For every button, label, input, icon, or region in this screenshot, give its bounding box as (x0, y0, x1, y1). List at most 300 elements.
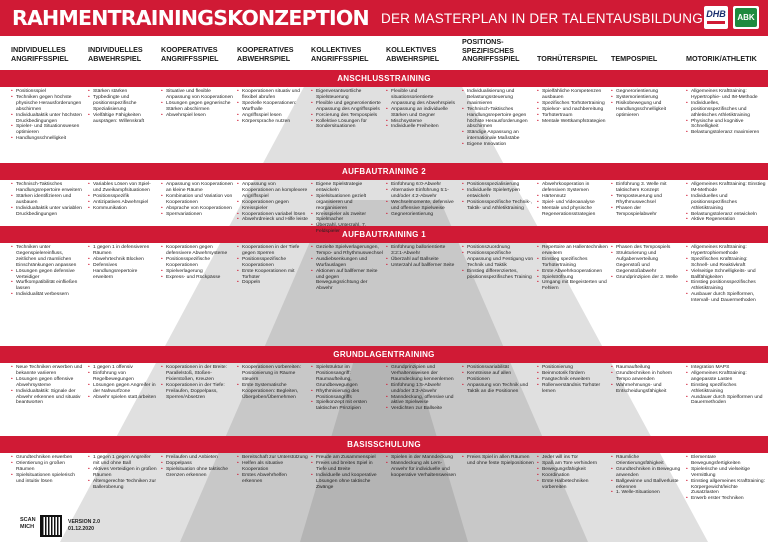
cell-aufbautraining-1-col-1 (11, 245, 83, 298)
bullet-item: • Systemorientierung (611, 95, 683, 101)
bullet-item: • Manndeckung, offensive und aktive Spielweise (386, 395, 458, 407)
cell-grundlagentraining-col-8 (537, 365, 608, 395)
bullet-item: • Lösungen gegen defensive Verteidiger (11, 269, 83, 281)
bullet-list (537, 365, 608, 395)
cell-aufbautraining-2-col-8 (537, 182, 608, 217)
cell-aufbautraining-2-col-3 (161, 182, 233, 217)
bullet-item: • Spielsituationen spielerisch und intuitiv lösen (11, 473, 83, 485)
bullet-list (11, 89, 83, 142)
bullet-list (311, 89, 383, 130)
cell-aufbautraining-1-col-2 (88, 245, 158, 280)
bullet-item: • Defensives Handlungsrepertoire erweitern (88, 263, 158, 281)
bullet-item: • Positionsspezifische Technik-, Taktik- und Athletiktraining (462, 200, 534, 212)
bullet-item: • Forcierung des Tempospiels (311, 113, 383, 119)
bullet-list (386, 245, 458, 269)
cell-basisschulung-col-9 (611, 455, 683, 496)
bullet-item: • Kollektive Lösungen für Sondersituationen (311, 119, 383, 131)
bullet-list (462, 245, 534, 280)
bullet-item: • Spaß am Tore verhindern (537, 461, 608, 467)
bullet-item: • Fangtechnik erweitern (537, 377, 608, 383)
bullet-item: • Neue Techniken erwerben und bekannte variieren (11, 365, 83, 377)
bullet-item: • 1 gegen 1 in defensiveren Räumen (88, 245, 158, 257)
bullet-item: • Individualtaktik unter höchsten Druckbedingungen (11, 113, 83, 125)
bullet-item: • Vielfältige Fähigkeiten ausprägen: Willenskraft (88, 113, 158, 125)
bullet-list (386, 455, 458, 479)
bullet-list (88, 245, 158, 280)
bullet-item: • Kooperationen variabel lösen (237, 212, 308, 218)
bullet-list (462, 455, 534, 467)
bullet-item: • Lösungen gegen Angreifer in der Nahwurfzone (88, 383, 158, 395)
bullet-list (11, 455, 83, 485)
bullet-item: • Gegnerorientierung (386, 212, 458, 218)
bullet-item: • Spieler- und Situationswesen optimieren (11, 124, 83, 136)
bullet-item: • Torhütertraum (537, 113, 608, 119)
bullet-list (237, 182, 308, 223)
bullet-item: • Handlungsschnelligkeit (11, 136, 83, 142)
bullet-item: • Grundtechniken erwerben (11, 455, 83, 461)
bullet-item: • 1. Welle-Situationen (611, 490, 683, 496)
bullet-item: • Mentale und physische Regenerationsstrategien (537, 206, 608, 218)
bullet-item: • Mischsysteme (386, 119, 458, 125)
bullet-list (462, 89, 534, 148)
cell-grundlagentraining-col-10 (686, 365, 766, 406)
cell-aufbautraining-1-col-4 (237, 245, 308, 286)
bullet-item: • Techniken gegen höchste physische Herausforderungen abschirmen (11, 95, 83, 113)
bullet-item: • Freilaufen und Anbieten (161, 455, 233, 461)
bullet-list (386, 182, 458, 217)
bullet-item: • Kooperationen gegen defensivere Abwehrsysteme (161, 245, 233, 257)
band-anschlusstraining (0, 70, 768, 87)
bullet-item: • Umgang mit Begeisterten und Fehlern (537, 280, 608, 292)
scan-label: SCAN MICH (20, 517, 36, 530)
column-header-7: POSITIONS- SPEZIFISCHES ANGRIFFSSPIEL (462, 37, 520, 63)
title-bar (0, 0, 768, 36)
bullet-item: • Altersgerechte Techniken zur Balleroberung (88, 479, 158, 491)
bullet-item: • Einführung 1:5-Abwehr und/oder 3:3-Abwehr (386, 383, 458, 395)
page-title: RAHMENTRAININGSKONZEPTION (12, 6, 369, 30)
column-header-2: INDIVIDUELLES ABWEHRSPIEL (88, 45, 143, 63)
bullet-item: • Erste Halbetechniken vorbereiten (537, 479, 608, 491)
band-label: AUFBAUTRAINING 2 (342, 167, 426, 176)
bullet-item: • Angriffsspiel lesen (237, 113, 308, 119)
bullet-item: • Stärken stärken (88, 89, 158, 95)
bullet-list (611, 182, 683, 217)
bullet-item: • Kooperationen in der Breite: Parallelstoß, Stoßen-Fixierstoßen, Kreuzen (161, 365, 233, 383)
bullet-item: • Gezielte Spielverlagerungen, Tempo- und Rhythmuswechsel (311, 245, 383, 257)
bullet-item: • Allgemeines Krafttraining: angepasste Lasten (686, 371, 766, 383)
bullet-item: • Grundtechniken in hohem Tempo anwenden (611, 371, 683, 383)
bullet-item: • Flexible und situationsorientierte Anpassung des Abwehrspiels (386, 89, 458, 107)
bullet-item: • Freies und breites Spiel in Tiefe und Breite (311, 461, 383, 473)
cell-grundlagentraining-col-9 (611, 365, 683, 395)
bullet-item: • Express- und Rückpässe (161, 275, 233, 281)
bullet-list (161, 455, 233, 479)
bullet-item: • Technisch-Taktisches Handlungsrepertoire gegen höchste Herausforderungen abschirmen (462, 107, 534, 131)
bullet-item: • Einstieg spezifisches Torhütertraining (537, 257, 608, 269)
bullet-item: • Abwehrtechnik Blocken (88, 257, 158, 263)
bullet-list (537, 455, 608, 490)
cell-aufbautraining-2-col-5 (311, 182, 383, 235)
cell-grundlagentraining-col-4 (237, 365, 308, 400)
cell-anschlusstraining-col-10 (686, 89, 766, 136)
bullet-item: • Belastungstoleranz entwickeln (686, 212, 766, 218)
bullet-list (686, 455, 766, 502)
bullet-list (88, 365, 158, 400)
bullet-item: • Positionsspezialisierung (462, 182, 534, 188)
bullet-item: • Spiel- und Videoanalyse (537, 200, 608, 206)
bullet-item: • Rollenverständnis Torhüter lernen (537, 383, 608, 395)
bullet-item: • Ausdiebsenkungen und Wurfauslagen (311, 257, 383, 269)
bullet-item: • Kombination und Variation von Kooperationen (161, 194, 233, 206)
bullet-item: • Situative und flexible Anpassung von Kooperationen (161, 89, 233, 101)
bullet-item: • Absprache von Kooperationen (161, 206, 233, 212)
bullet-item: • Sperrvariationen (161, 212, 233, 218)
bullet-item: • Spezifisches Torhütertraining (537, 101, 608, 107)
bullet-item: • Erwerb erster Techniken (686, 496, 766, 502)
bullet-item: • Eigene Innovation (462, 142, 534, 148)
bullet-item: • Elementare Bewegungsfertigkeiten (686, 455, 766, 467)
bullet-item: • Individuelles, positionsspezifisches und athletisches Athletiktraining (686, 101, 766, 119)
bullet-item: • Risikobewegung und Handlungsschnelligkeit optimieren (611, 101, 683, 119)
bullet-list (311, 245, 383, 292)
bullet-item: • Grundtechniken in Bewegung anwenden (611, 467, 683, 479)
bullet-item: • Aktionen auf ballferner Seite und gegen Bewegungsrichtung der Abwehr (311, 269, 383, 293)
bullet-list (161, 365, 233, 400)
bullet-list (537, 89, 608, 124)
bullet-item: • Spielerische und vielseitige Vermittlung (686, 467, 766, 479)
bullet-item: • Abwehrkooperation in defensiven Systemen (537, 182, 608, 194)
bullet-item: • Freude am Zusammenspiel (311, 455, 383, 461)
bullet-item: • Spielströfnung (537, 275, 608, 281)
bullet-item: • Ausbauer durch Spielformen, Intervall- und Dauermethoden (686, 292, 766, 304)
cell-aufbautraining-2-col-1 (11, 182, 83, 217)
bullet-item: • Positionsspezifik (88, 194, 158, 200)
bullet-item: • Bereitschaft zur Unterstützung (237, 455, 308, 461)
bullet-list (161, 245, 233, 280)
bullet-item: • Spielsituationen gezielt organisieren und reorganisieren (311, 194, 383, 212)
band-aufbautraining-2 (0, 163, 768, 180)
bullet-item: • Einstieg differenziertes, positionsspezifisches Training (462, 269, 534, 281)
bullet-item: • Integration MAPS (686, 365, 766, 371)
bullet-list (237, 365, 308, 400)
bullet-list (611, 365, 683, 395)
bullet-item: • Koordination (537, 473, 608, 479)
cell-grundlagentraining-col-7 (462, 365, 534, 395)
bullet-item: • Phasen des Tempospiels (611, 245, 683, 251)
version-label: VERSION 2.0 (68, 519, 101, 525)
cell-anschlusstraining-col-6 (386, 89, 458, 130)
bullet-item: • Orientierung in großen Räumen (11, 461, 83, 473)
column-header-5: KOLLEKTIVES ANGRIFFSSPIEL (311, 45, 369, 63)
qr-code[interactable] (40, 515, 62, 537)
cell-aufbautraining-1-col-3 (161, 245, 233, 280)
bullet-item: • Technisch-Taktisches Handlungsrepertoire erweitern (11, 182, 83, 194)
cell-aufbautraining-2-col-9 (611, 182, 683, 217)
bullet-item: • Positionsspezifische Kooperationen (237, 257, 308, 269)
bullet-item: • Temposteuerung und Rhythmuswechsel (611, 194, 683, 206)
bullet-list (462, 182, 534, 212)
bullet-item: • Raumaufteilung (611, 365, 683, 371)
bullet-item: • Spielsituation ohne taktische Grenzen erkennen (161, 467, 233, 479)
bullet-item: • Manndeckung als Lern-Anwehr für individuelle und kooperative Verhaltensweisen (386, 461, 458, 479)
bullet-item: • Aktive Regeneration (686, 217, 766, 223)
bullet-item: • Einführung ballorientierte 3:2:1-Abwehr (386, 245, 458, 257)
bullet-item: • Allgemeines Krafttraining: Einstieg IM-Methode (686, 182, 766, 194)
bullet-item: • Helfen als situative Kooperation (237, 461, 308, 473)
bullet-item: • Erste Abwehrkooperationen (537, 269, 608, 275)
cell-anschlusstraining-col-5 (311, 89, 383, 130)
bullet-item: • Körpersprache nutzen (237, 119, 308, 125)
bullet-list (311, 455, 383, 490)
band-label: BASISSCHULUNG (347, 440, 421, 449)
bullet-item: • Typbedingte und positionsspezifische Spezialisierung (88, 95, 158, 113)
bullet-item: • Repertoire an Hallentechniken erweitern (537, 245, 608, 257)
bullet-item: • Allgemeines Krafttraining: Hypertrophiemethode (686, 245, 766, 257)
bullet-item: • Kreisspieler als zweiter Spielmacher (311, 212, 383, 224)
cell-basisschulung-col-3 (161, 455, 233, 479)
cell-basisschulung-col-6 (386, 455, 458, 479)
bullet-item: • Einführung 3. Welle mit taktischem Konzept (611, 182, 683, 194)
bullet-item: • Anpassung von Technik und Taktik an die Positionen (462, 383, 534, 395)
bullet-item: • Einführung 6:0-Abwehr (386, 182, 458, 188)
cell-anschlusstraining-col-7 (462, 89, 534, 148)
bullet-item: • Spielstruktur im Positionsangriff: Raumaufteilung, Grundbewegungen (311, 365, 383, 389)
bullet-item: • Anpassung von Kooperationen an komplexere Angriffsspiel (237, 182, 308, 200)
bullet-item: • 1 gegen 1 gegen Angreifer mit und ohne Ball (88, 455, 158, 467)
band-label: GRUNDLAGENTRAINING (333, 350, 435, 359)
cell-grundlagentraining-col-3 (161, 365, 233, 400)
bullet-item: • Individualtaktik unter variablen Druckbedingungen (11, 206, 83, 218)
cell-aufbautraining-1-col-6 (386, 245, 458, 269)
bullet-item: • Stärken identifizieren und ausbauen (11, 194, 83, 206)
abk-logo (733, 6, 759, 29)
bullet-item: • 1 gegen 1 offensiv (88, 365, 158, 371)
bullet-item: • Kenntnisse auf allen Positionen (462, 371, 534, 383)
bullet-item: • Doppelpass (161, 461, 233, 467)
bullet-list (88, 182, 158, 212)
bullet-item: • Freies Spiel in allen Räumen und ohne feste Spielpositionen (462, 455, 534, 467)
cell-grundlagentraining-col-6 (386, 365, 458, 412)
cell-basisschulung-col-2 (88, 455, 158, 490)
bullet-list (237, 245, 308, 286)
cell-aufbautraining-1-col-8 (537, 245, 608, 292)
bullet-list (88, 89, 158, 124)
bullet-item: • Ausdauer durch Spielformen und Dauermethoden (686, 395, 766, 407)
bullet-item: • Alternative Einführung 5:1- und/oder 4:2-Abwehr (386, 188, 458, 200)
column-header-8: TORHÜTERSPIEL (537, 54, 598, 63)
dhb-logo-text: DHB (706, 9, 726, 19)
bullet-item: • Grundprinzipien und Verhaltensweisen der Raumdeckung kennenlernen (386, 365, 458, 383)
cell-aufbautraining-2-col-2 (88, 182, 158, 212)
bullet-item: • Abwehr spielen statt arbeiten (88, 395, 158, 401)
cell-basisschulung-col-5 (311, 455, 383, 490)
bullet-item: • Lösungen gegen gegnerische Stärken abschirmen (161, 101, 233, 113)
bullet-list (686, 245, 766, 304)
bullet-item: • Aktives Verteidigen in großen Räumen (88, 467, 158, 479)
bullet-item: • Eigene Spielstrategie entwickeln (311, 182, 383, 194)
bullet-item: • Eigenverantwortliche Spielsteuerung (311, 89, 383, 101)
bullet-item: • Spielen in der Manndeckung (386, 455, 458, 461)
bullet-item: • Kooperationen in der Tiefe gegen Sperren (237, 245, 308, 257)
bullet-list (311, 365, 383, 412)
bullet-item: • Abwehrspiel lesen (161, 113, 233, 119)
cell-anschlusstraining-col-2 (88, 89, 158, 124)
bullet-item: • Doppeln (237, 280, 308, 286)
column-header-10: MOTORIK/ATHLETIK (686, 54, 757, 63)
bullet-item: • Individualität verbessern (11, 292, 83, 298)
column-header-4: KOOPERATIVES ABWEHRSPIEL (237, 45, 294, 63)
bullet-list (237, 89, 308, 124)
bullet-item: • Überzahl auf Ballseite (386, 257, 458, 263)
bullet-item: • Spezielle Kooperationen: Wurfhalle (237, 101, 308, 113)
cell-anschlusstraining-col-3 (161, 89, 233, 119)
bullet-item: • Spielkonzept mit ersten taktischen Prinzipien (311, 400, 383, 412)
cell-anschlusstraining-col-4 (237, 89, 308, 124)
bullet-item: • Anpassung von Kooperationen an kleine Räume (161, 182, 233, 194)
bullet-item: • Erste Systematische Kooperationen: Begleiten, Übergeben/Übernehmen (237, 383, 308, 401)
column-header-1: INDIVIDUELLES ANGRIFFSSPIEL (11, 45, 69, 63)
bullet-item: • Positionsvariabilität (462, 365, 534, 371)
cell-aufbautraining-1-col-10 (686, 245, 766, 304)
bullet-item: • Mentale Wettkampfstrategien (537, 119, 608, 125)
page-subtitle: DER MASTERPLAN IN DER TALENTAUSBILDUNG (381, 11, 703, 26)
cell-aufbautraining-2-col-6 (386, 182, 458, 217)
bullet-item: • Kooperationen situativ und flexibel abrufen (237, 89, 308, 101)
bullet-item: • Flexible und gegnerorientierte Anpassung des Angriffsspiels (311, 101, 383, 113)
bullet-item: • Abwehrdreieck und Hilfe leiste (237, 217, 308, 223)
bullet-list (311, 182, 383, 235)
bullet-item: • Spielvor- und nachbereitung (537, 107, 608, 113)
bullet-item: • Individuelles und positionsspezifisches Athletiktraining (686, 194, 766, 212)
bullet-item: • Rhythmisierung des Positionsangriffs (311, 389, 383, 401)
bullet-list (161, 89, 233, 119)
cell-basisschulung-col-7 (462, 455, 534, 467)
bullet-item: • Variables Lösen von Spiel- und Zweikampfsituationen (88, 182, 158, 194)
bullet-item: • Verdichten zur Ballseite (386, 406, 458, 412)
bullet-item: • Überzahl, Unterzahl, 7. Feldspieler (311, 223, 383, 235)
bullet-item: • Räumliche Orientierungsfähigkeit (611, 455, 683, 467)
bullet-list (386, 89, 458, 130)
bullet-item: • Positionierung (537, 365, 608, 371)
bullet-list (537, 245, 608, 292)
bullet-item: • Einstieg allgemeines Krafttraining: Körpergewicht/leichte Zusatzlasten (686, 479, 766, 497)
column-header-6: KOLLEKTIVES ABWEHRSPIEL (386, 45, 440, 63)
cell-anschlusstraining-col-8 (537, 89, 608, 124)
bullet-item: • Unterzahl auf ballferner Seite (386, 263, 458, 269)
abk-logo-text: ABK (735, 8, 757, 27)
bullet-item: • Vielseitige Schnelligkeits- und Ballfähigkeiten (686, 269, 766, 281)
bullet-list (11, 182, 83, 217)
bullet-list (686, 365, 766, 406)
bullet-item: • Einstieg spezifisches Athletiktraining (686, 383, 766, 395)
bullet-item: • Positionszuordnung (462, 245, 534, 251)
bullet-item: • Belastungstoleranz maximieren (686, 130, 766, 136)
cell-aufbautraining-1-col-7 (462, 245, 534, 280)
bullet-list (462, 365, 534, 395)
cell-grundlagentraining-col-5 (311, 365, 383, 412)
cell-aufbautraining-2-col-7 (462, 182, 534, 212)
bullet-item: • Kommunikation (88, 206, 158, 212)
bullet-item: • Wechselmomente, defensive und offensive Spielweise (386, 200, 458, 212)
bullet-item: • Einstieg positionsspezifisches Athletiktraining (686, 280, 766, 292)
bullet-item: • Allgemeines Krafttraining: Hypertrophie- und IM-Methode (686, 89, 766, 101)
cell-aufbautraining-1-col-5 (311, 245, 383, 292)
cell-basisschulung-col-10 (686, 455, 766, 502)
bullet-item: • Grundprinzipien der 2. Welle (611, 275, 683, 281)
bullet-item: • Härtennutz (537, 194, 608, 200)
band-label: ANSCHLUSSTRAINING (337, 74, 431, 83)
cell-grundlagentraining-col-2 (88, 365, 158, 400)
bullet-item: • Individuelle Spielertypen entwickeln (462, 188, 534, 200)
bullet-list (611, 89, 683, 119)
bullet-item: • Erstes Abwehrhelfen erkennen (237, 473, 308, 485)
bullet-item: • Kooperationen vorbereiten: Positionierung in Räume steuern (237, 365, 308, 383)
bullet-item: • Anpassung an individuelle Stärken und Gegner (386, 107, 458, 119)
bullet-item: • Positionsspezifische Kooperationen (161, 257, 233, 269)
bullet-list (237, 455, 308, 485)
cell-aufbautraining-2-col-4 (237, 182, 308, 223)
version-date: 01.12.2020 (68, 525, 94, 532)
cell-basisschulung-col-1 (11, 455, 83, 485)
bullet-item: • Positionsspiel (11, 89, 83, 95)
bullet-item: • Spielverlagerung (161, 269, 233, 275)
version-info (68, 519, 100, 532)
cell-basisschulung-col-8 (537, 455, 608, 490)
bullet-list (88, 455, 158, 490)
bullet-item: • Einführung von Regelbewegungen (88, 371, 158, 383)
bullet-list (686, 182, 766, 223)
band-aufbautraining-1 (0, 226, 768, 243)
bullet-item: • Individuelle und kooperative Lösungen ohne taktische Zwänge (311, 473, 383, 491)
bullet-item: • Individuelle Freiheiten (386, 124, 458, 130)
bullet-item: • Jeder will ins Tor (537, 455, 608, 461)
bullet-item: • Phasen der Tempospielabwehr (611, 206, 683, 218)
bullet-item: • Kooperationen in der Tiefe: Freilaufen, Doppelpass, Sperren/Absetzen (161, 383, 233, 401)
bullet-item: • Antizipatives Abwehrspiel (88, 200, 158, 206)
band-label: AUFBAUTRAINING 1 (342, 230, 426, 239)
cell-aufbautraining-1-col-9 (611, 245, 683, 280)
bullet-list (686, 89, 766, 136)
bullet-item: • Spielfähliche Kompetenzen ausbauen (537, 89, 608, 101)
bullet-list (386, 365, 458, 412)
cell-anschlusstraining-col-1 (11, 89, 83, 142)
bullet-list (161, 182, 233, 217)
cell-basisschulung-col-4 (237, 455, 308, 485)
cell-aufbautraining-2-col-10 (686, 182, 766, 223)
bullet-item: • Ballgewinne und Ballverluste erkennen (611, 479, 683, 491)
cell-grundlagentraining-col-1 (11, 365, 83, 406)
column-header-9: TEMPOSPIEL (611, 54, 658, 63)
bullet-list (611, 245, 683, 280)
band-grundlagentraining (0, 346, 768, 363)
bullet-item: • Strukturierung und Aufgabenverteilung Gegenstoß und Gegenstoßabwehr (611, 251, 683, 275)
bullet-item: • Wurfkompatibilität einfließen lassen (11, 280, 83, 292)
bullet-item: • Individualtaktik: Signale der Abwehr erkennen und situativ beantworten (11, 389, 83, 407)
bullet-item: • Spezifisches Krafttraining: Schnell- und Reaktivkraft (686, 257, 766, 269)
cell-anschlusstraining-col-9 (611, 89, 683, 119)
bullet-list (537, 182, 608, 217)
bullet-item: • Lösungen gegen offensive Abwehrsysteme (11, 377, 83, 389)
dhb-logo (704, 6, 728, 29)
bullet-item: • Bewegungsfähigkeit (537, 467, 608, 473)
bullet-item: • Physische und kognitive Schnelligkeit (686, 119, 766, 131)
bullet-list (11, 365, 83, 406)
bullet-item: • Gegnerorientierung (611, 89, 683, 95)
bullet-list (611, 455, 683, 496)
bullet-item: • Wahrnehmungs- und Entscheidungsfähigkeit (611, 383, 683, 395)
bullet-item: • Ständige Anpassung an internationale Maßstäbe (462, 130, 534, 142)
column-header-3: KOOPERATIVES ANGRIFFSSPIEL (161, 45, 219, 63)
